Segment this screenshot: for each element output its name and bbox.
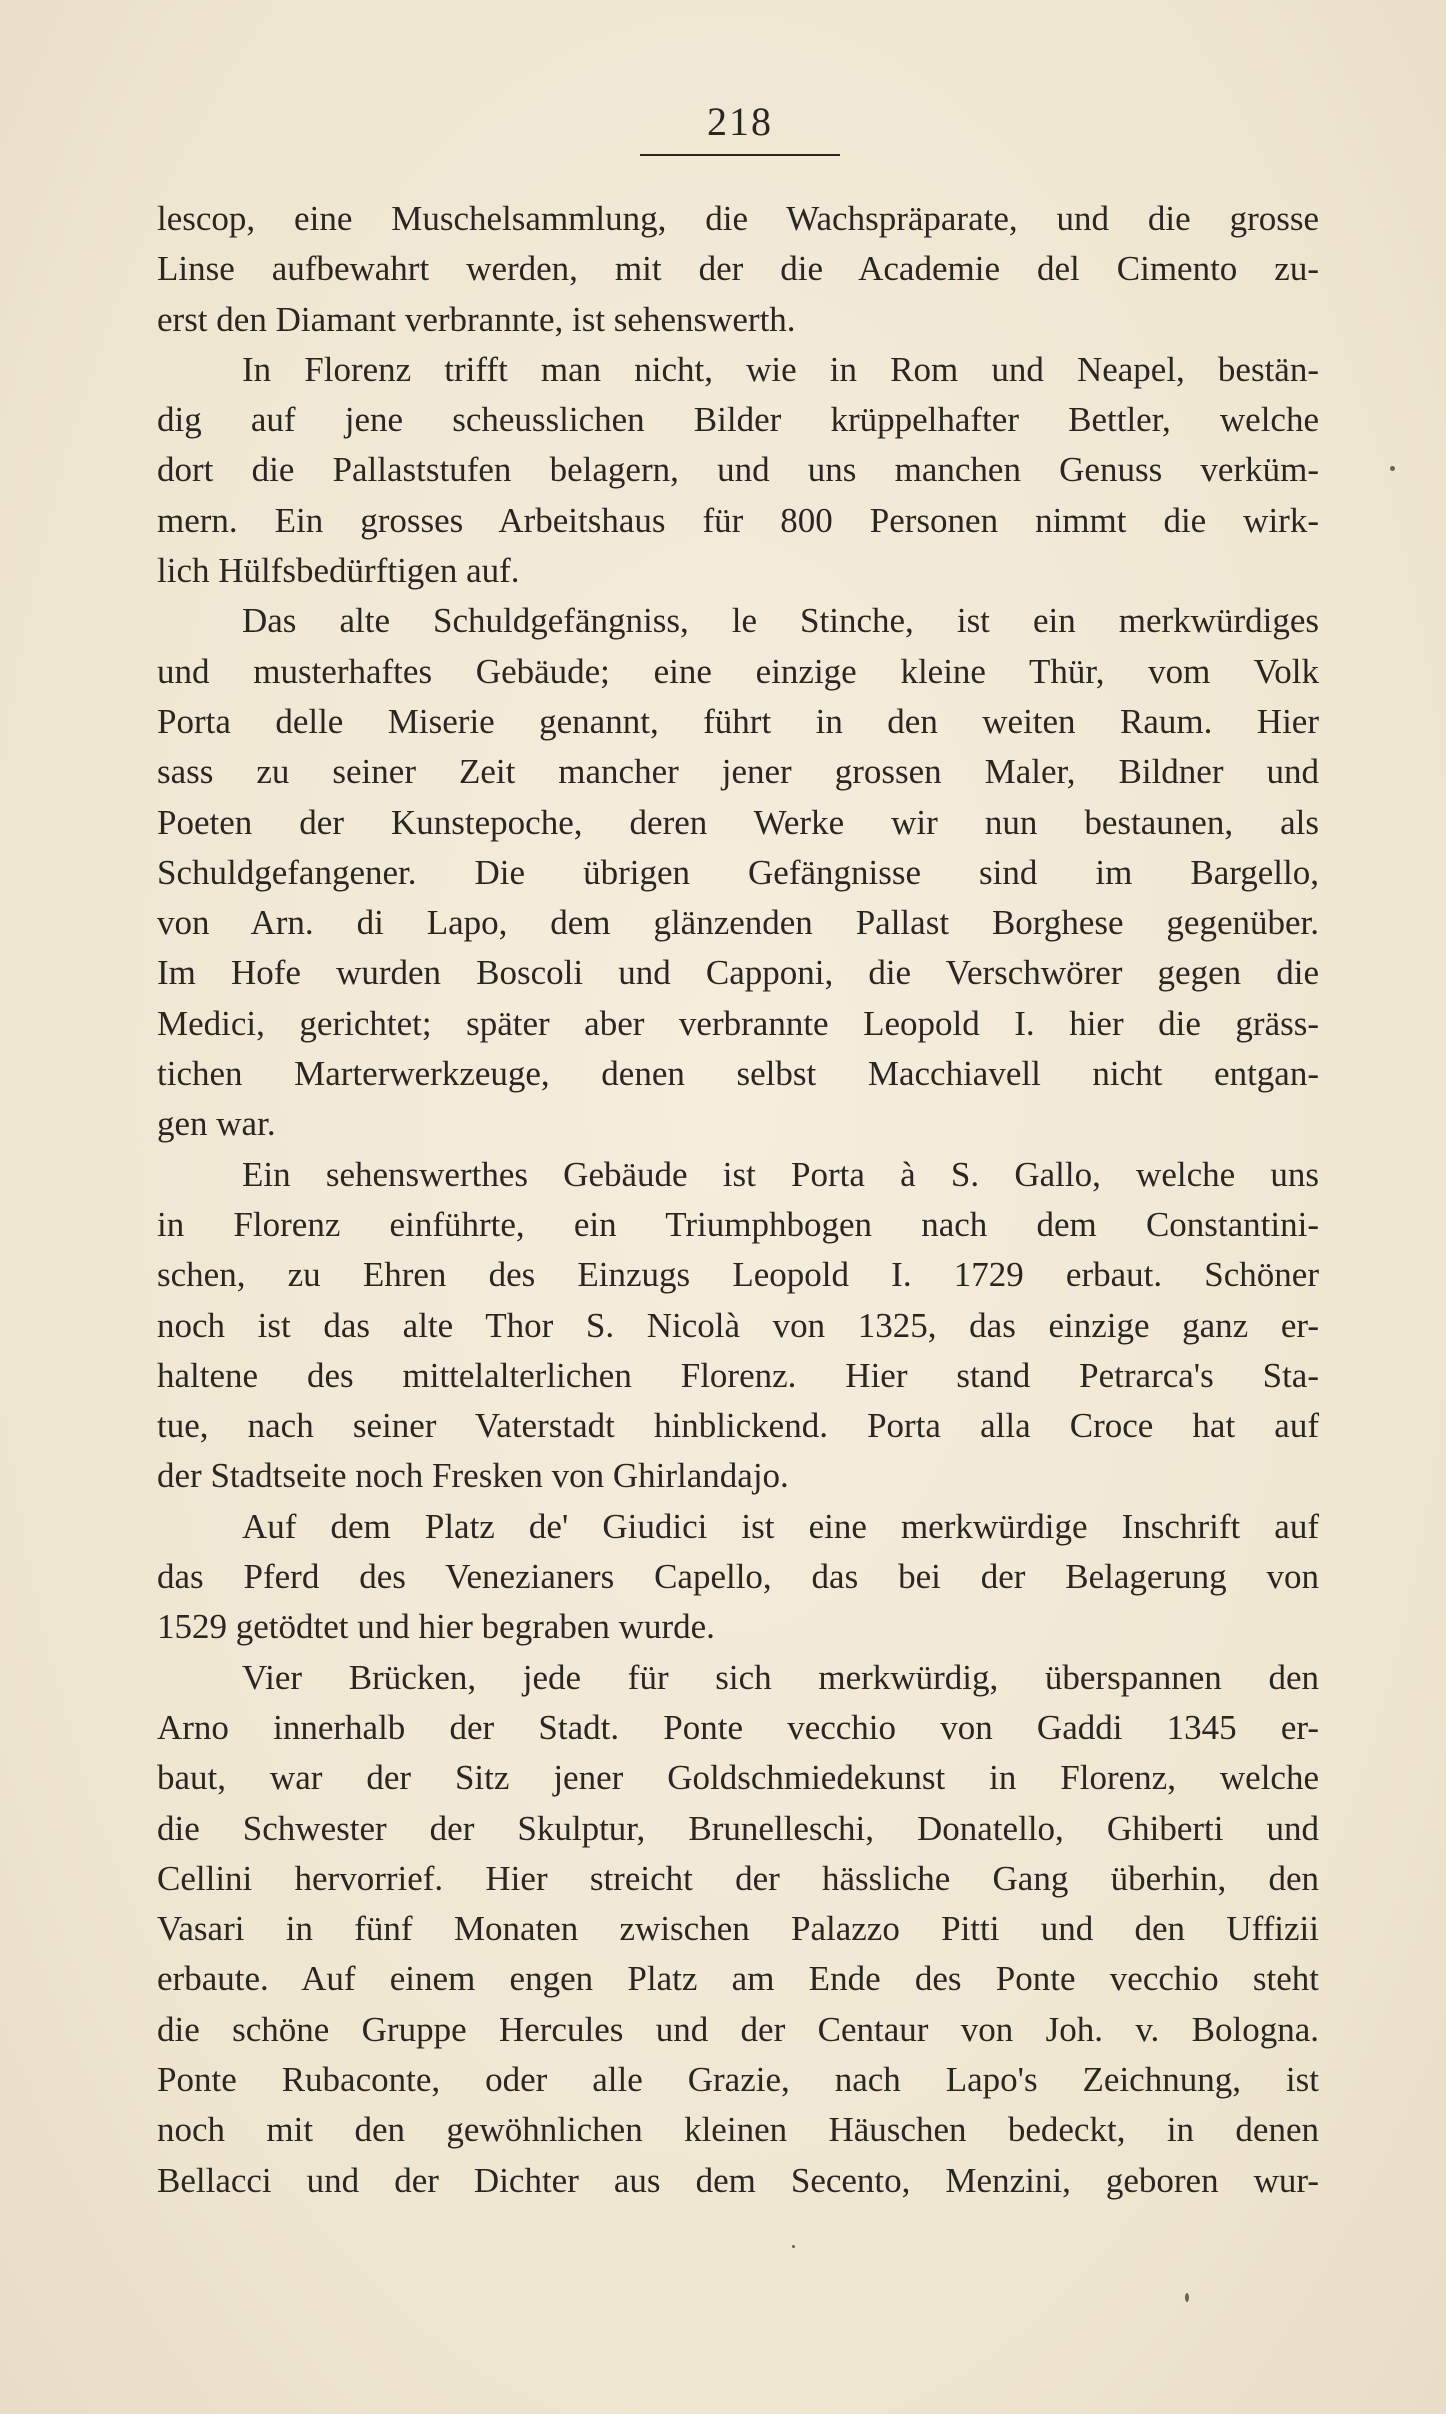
text-line: Medici, gerichtet; später aber verbrannte Leopold I. hier die gräss- xyxy=(157,1003,1319,1043)
text-line: und musterhaftes Gebäude; eine einzige kleine Thür, vom Volk xyxy=(157,651,1319,691)
text-line: 1529 getödtet und hier begraben wurde. xyxy=(157,1607,715,1647)
page-number: 218 xyxy=(707,99,773,144)
text-line: die Schwester der Skulptur, Brunelleschi, Donatello, Ghiberti und xyxy=(157,1808,1319,1848)
text-line: die schöne Gruppe Hercules und der Centaur von Joh. v. Bologna. xyxy=(157,2009,1319,2049)
text-line: der Stadtseite noch Fresken von Ghirlandajo. xyxy=(157,1456,789,1496)
text-line: baut, war der Sitz jener Goldschmiedekunst in Florenz, welche xyxy=(157,1758,1319,1798)
text-line: haltene des mittelalterlichen Florenz. Hier stand Petrarca's Sta- xyxy=(157,1355,1319,1395)
text-line: Ponte Rubaconte, oder alle Grazie, nach Lapo's Zeichnung, ist xyxy=(157,2059,1319,2099)
text-line: von Arn. di Lapo, dem glänzenden Pallast Borghese gegenüber. xyxy=(157,903,1319,943)
text-line: das Pferd des Venezianers Capello, das bei der Belagerung von xyxy=(157,1557,1319,1597)
text-line: Im Hofe wurden Boscoli und Capponi, die Verschwörer gegen die xyxy=(157,953,1319,993)
text-line: Bellacci und der Dichter aus dem Secento, Menzini, geboren wur- xyxy=(157,2160,1319,2200)
text-line: Vasari in fünf Monaten zwischen Palazzo Pitti und den Uffizii xyxy=(157,1909,1319,1949)
text-line: lich Hülfsbedürftigen auf. xyxy=(157,551,520,591)
text-line: Auf dem Platz de' Giudici ist eine merkwürdige Inschrift auf xyxy=(242,1506,1319,1546)
text-line: Arno innerhalb der Stadt. Ponte vecchio von Gaddi 1345 er- xyxy=(157,1707,1319,1747)
text-line: lescop, eine Muschelsammlung, die Wachspräparate, und die grosse xyxy=(157,199,1319,238)
text-line: Vier Brücken, jede für sich merkwürdig, überspannen den xyxy=(242,1657,1319,1697)
text-line: sass zu seiner Zeit mancher jener grossen Maler, Bildner und xyxy=(157,752,1319,792)
text-line: Cellini hervorrief. Hier streicht der hässliche Gang überhin, den xyxy=(157,1858,1319,1898)
text-line: noch mit den gewöhnlichen kleinen Häuschen bedeckt, in denen xyxy=(157,2110,1319,2150)
text-line: tue, nach seiner Vaterstadt hinblickend. Porta alla Croce hat auf xyxy=(157,1406,1319,1446)
text-line: Linse aufbewahrt werden, mit der die Academie del Cimento zu- xyxy=(157,249,1319,289)
text-line: In Florenz trifft man nicht, wie in Rom und Neapel, bestän- xyxy=(242,349,1319,389)
paper-speck xyxy=(1390,466,1395,471)
text-line: tichen Marterwerkzeuge, denen selbst Macchiavell nicht entgan- xyxy=(157,1054,1319,1094)
text-line: in Florenz einführte, ein Triumphbogen nach dem Constantini- xyxy=(157,1204,1319,1244)
header-rule xyxy=(640,154,840,156)
paper-speck xyxy=(1185,2293,1189,2302)
text-line: erbaute. Auf einem engen Platz am Ende des Ponte vecchio steht xyxy=(157,1959,1319,1999)
text-line: schen, zu Ehren des Einzugs Leopold I. 1729 erbaut. Schöner xyxy=(157,1255,1319,1295)
text-line: noch ist das alte Thor S. Nicolà von 1325, das einzige ganz er- xyxy=(157,1305,1319,1345)
text-line: gen war. xyxy=(157,1104,276,1144)
text-line: Schuldgefangener. Die übrigen Gefängnisse sind im Bargello, xyxy=(157,852,1319,892)
text-line: Das alte Schuldgefängniss, le Stinche, ist ein merkwürdiges xyxy=(242,601,1319,641)
text-line: Porta delle Miserie genannt, führt in den weiten Raum. Hier xyxy=(157,701,1319,741)
text-line: erst den Diamant verbrannte, ist sehenswerth. xyxy=(157,299,796,339)
text-line: Poeten der Kunstepoche, deren Werke wir nun bestaunen, als xyxy=(157,802,1319,842)
text-line: mern. Ein grosses Arbeitshaus für 800 Personen nimmt die wirk- xyxy=(157,500,1319,540)
paper-speck xyxy=(792,2245,795,2248)
text-line: dig auf jene scheusslichen Bilder krüppelhafter Bettler, welche xyxy=(157,400,1319,440)
text-line: Ein sehenswerthes Gebäude ist Porta à S. Gallo, welche uns xyxy=(242,1154,1319,1194)
text-line: dort die Pallaststufen belagern, und uns manchen Genuss verküm- xyxy=(157,450,1319,490)
body-text xyxy=(157,194,1319,2206)
